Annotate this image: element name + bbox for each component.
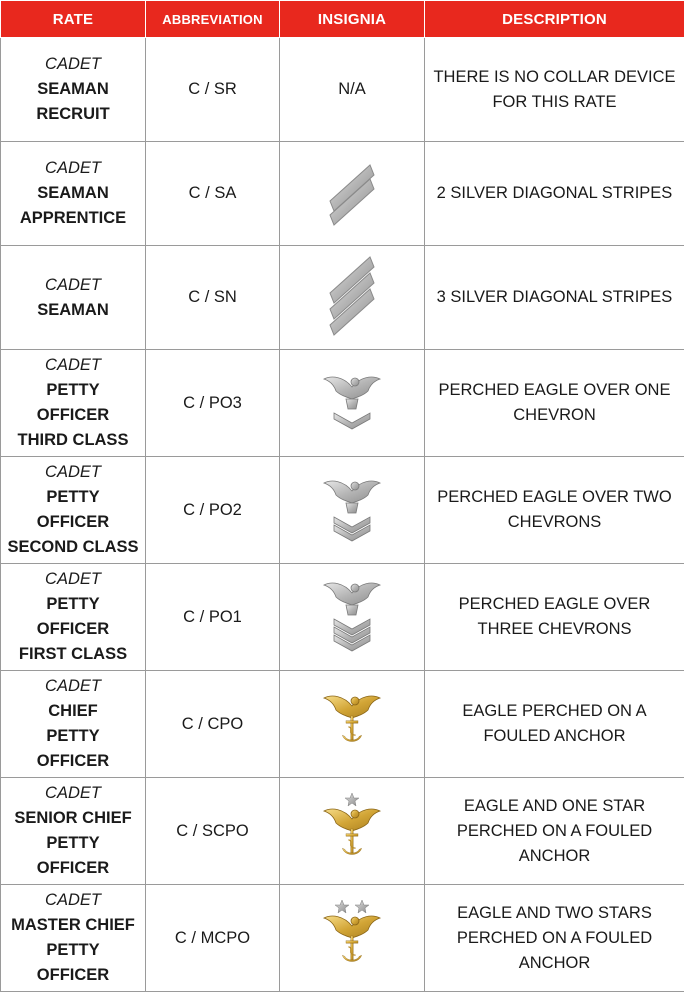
description-text: THERE IS NO COLLAR DEVICE FOR THIS RATE — [433, 67, 676, 111]
abbreviation-cell: C / CPO — [146, 671, 280, 778]
rate-cell — [1, 778, 146, 885]
table-row — [1, 885, 684, 992]
cadet-label: CADET — [45, 784, 101, 802]
abbreviation-cell: C / SR — [146, 38, 280, 142]
insignia-cell — [280, 457, 425, 564]
abbreviation-cell: C / PO2 — [146, 457, 280, 564]
description-text: EAGLE AND ONE STAR PERCHED ON A FOULED ANCHOR — [456, 796, 653, 865]
abbreviation-cell: C / PO1 — [146, 564, 280, 671]
eagle-two-chevrons-icon — [322, 477, 382, 543]
cadet-label: CADET — [45, 570, 101, 588]
description-cell — [425, 885, 684, 992]
insignia-cell — [280, 142, 425, 246]
header-insignia: INSIGNIA — [280, 1, 425, 38]
cadet-label: CADET — [45, 275, 101, 294]
description-text: EAGLE PERCHED ON A FOULED ANCHOR — [462, 702, 647, 745]
table-row — [1, 671, 684, 778]
cadet-label: CADET — [45, 159, 101, 177]
eagle-one-chevron-icon — [322, 373, 382, 433]
header-row — [1, 1, 684, 38]
rate-name: SEAMAN — [37, 300, 109, 319]
table-row — [1, 457, 684, 564]
rate-name: PETTY OFFICER SECOND CLASS — [7, 488, 139, 556]
abbreviation-cell: C / SN — [146, 246, 280, 350]
two-silver-stripes-icon — [322, 161, 382, 227]
table-row — [1, 564, 684, 671]
description-cell — [425, 564, 684, 671]
rate-cell — [1, 38, 146, 142]
insignia-cell — [280, 778, 425, 885]
table-row — [1, 350, 684, 457]
abbreviation-cell: C / SA — [146, 142, 280, 246]
cadet-label: CADET — [45, 55, 101, 73]
insignia-cell — [280, 564, 425, 671]
table-row — [1, 142, 684, 246]
header-description: DESCRIPTION — [425, 1, 684, 38]
gold-eagle-anchor-two-stars-icon — [320, 900, 384, 976]
rate-cell — [1, 885, 146, 992]
description-text: PERCHED EAGLE OVER THREE CHEVRONS — [458, 595, 651, 638]
eagle-three-chevrons-icon — [322, 579, 382, 655]
insignia-cell — [280, 885, 425, 992]
abbreviation-cell: C / MCPO — [146, 885, 280, 992]
rate-name: SENIOR CHIEF PETTY OFFICER — [14, 809, 132, 877]
header-rate: RATE — [1, 1, 146, 38]
description-cell — [425, 142, 684, 246]
description-text: PERCHED EAGLE OVER ONE CHEVRON — [438, 381, 671, 424]
rate-cell — [1, 457, 146, 564]
rate-cell — [1, 142, 146, 246]
table-row — [1, 778, 684, 885]
cadet-label: CADET — [45, 463, 101, 481]
header-abbreviation: ABBREVIATION — [146, 1, 280, 38]
rate-name: CHIEF PETTY OFFICER — [36, 702, 110, 770]
abbreviation-cell: C / SCPO — [146, 778, 280, 885]
cadet-label: CADET — [45, 356, 101, 374]
rate-cell — [1, 671, 146, 778]
rate-name: SEAMAN APPRENTICE — [19, 184, 127, 227]
insignia-cell: N/A — [280, 38, 425, 142]
cadet-label: CADET — [45, 677, 101, 695]
description-cell — [425, 246, 684, 350]
description-cell — [425, 38, 684, 142]
rate-name: PETTY OFFICER THIRD CLASS — [17, 381, 129, 449]
rate-name: PETTY OFFICER FIRST CLASS — [18, 595, 128, 663]
rate-name: SEAMAN RECRUIT — [36, 80, 110, 123]
insignia-cell — [280, 671, 425, 778]
description-text: 3 SILVER DIAGONAL STRIPES — [436, 288, 673, 306]
description-text: 2 SILVER DIAGONAL STRIPES — [436, 184, 673, 202]
gold-eagle-anchor-one-star-icon — [320, 793, 384, 869]
description-cell — [425, 457, 684, 564]
table-row — [1, 246, 684, 350]
description-text: EAGLE AND TWO STARS PERCHED ON A FOULED ANCHOR — [456, 903, 653, 972]
abbreviation-cell: C / PO3 — [146, 350, 280, 457]
insignia-cell — [280, 350, 425, 457]
cadet-label: CADET — [45, 891, 101, 909]
description-cell — [425, 350, 684, 457]
rate-cell — [1, 350, 146, 457]
description-cell — [425, 778, 684, 885]
rate-name: MASTER CHIEF PETTY OFFICER — [11, 916, 135, 984]
description-text: PERCHED EAGLE OVER TWO CHEVRONS — [437, 488, 672, 531]
insignia-cell — [280, 246, 425, 350]
three-silver-stripes-icon — [322, 253, 382, 343]
gold-eagle-anchor-icon — [320, 692, 384, 756]
table-row — [1, 38, 684, 142]
rate-cell — [1, 246, 146, 350]
description-cell — [425, 671, 684, 778]
rate-cell — [1, 564, 146, 671]
